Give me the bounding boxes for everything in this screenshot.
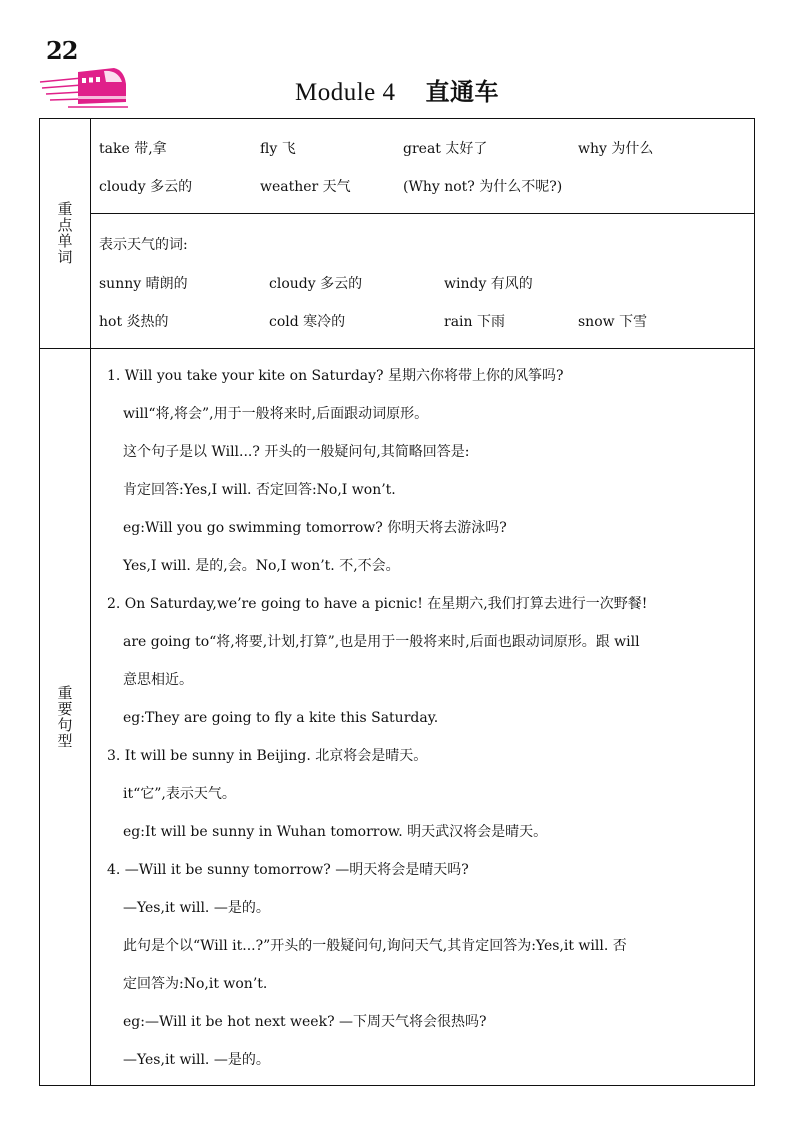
sentences-label-cell bbox=[40, 349, 91, 1086]
sentence-note: Yes,I will. 是的,会。No,I won’t. 不,不会。 bbox=[123, 558, 400, 574]
sentence-note: eg:Will you go swimming tomorrow? 你明天将去游泳吗? bbox=[123, 520, 507, 536]
sentence-note: will“将,将会”,用于一般将来时,后面跟动词原形。 bbox=[123, 406, 429, 422]
title-chinese: 直通车 bbox=[425, 78, 500, 106]
sentence-note: it“它”,表示天气。 bbox=[123, 786, 236, 802]
sentence-numbered: 4. —Will it be sunny tomorrow? —明天将会是晴天吗? bbox=[107, 862, 469, 878]
sentence-note: —Yes,it will. —是的。 bbox=[123, 900, 270, 916]
content-table bbox=[39, 118, 755, 1086]
sentences-list bbox=[91, 349, 754, 1085]
page-number: 22 bbox=[46, 36, 78, 65]
sentence-note: eg:—Will it be hot next week? —下周天气将会很热吗? bbox=[123, 1014, 487, 1030]
sentence-note: 这个句子是以 Will...? 开头的一般疑问句,其简略回答是: bbox=[123, 444, 470, 460]
vocab-word: cloudy 多云的 bbox=[99, 179, 193, 195]
weather-word: snow 下雪 bbox=[578, 314, 648, 330]
sentence-note: eg:They are going to fly a kite this Saturday. bbox=[123, 710, 439, 726]
sentence-numbered: 3. It will be sunny in Beijing. 北京将会是晴天。 bbox=[107, 748, 428, 764]
weather-row bbox=[91, 302, 754, 340]
vocab-row bbox=[91, 129, 754, 167]
sentence-numbered: 2. On Saturday,we’re going to have a picnic! 在星期六,我们打算去进行一次野餐! bbox=[107, 596, 648, 612]
vocab-row bbox=[91, 167, 754, 205]
vocab-word: (Why not? 为什么不呢?) bbox=[403, 179, 563, 195]
weather-word: hot 炎热的 bbox=[99, 314, 169, 330]
sentence-numbered: 1. Will you take your kite on Saturday? 星期六你将带上你的风筝吗? bbox=[107, 368, 564, 384]
vocab-word: weather 天气 bbox=[260, 179, 351, 195]
weather-word: windy 有风的 bbox=[444, 276, 533, 292]
vocab-label-cell bbox=[40, 119, 91, 349]
vocab-word: why 为什么 bbox=[578, 141, 654, 157]
vocab-word: fly 飞 bbox=[260, 141, 296, 157]
sentences-label: 重要句型 bbox=[57, 683, 73, 750]
vocab-words-cell bbox=[91, 119, 755, 214]
sentence-note: are going to“将,将要,计划,打算”,也是用于一般将来时,后面也跟动词原形。跟 will bbox=[123, 634, 640, 650]
page-title bbox=[0, 72, 794, 107]
sentence-note: 肯定回答:Yes,I will. 否定回答:No,I won’t. bbox=[123, 482, 396, 498]
sentences-cell bbox=[91, 349, 755, 1086]
title-module: Module 4 bbox=[294, 79, 396, 106]
sentence-note: 定回答为:No,it won’t. bbox=[123, 976, 268, 992]
vocab-word: take 带,拿 bbox=[99, 141, 167, 157]
weather-word: cold 寒冷的 bbox=[269, 314, 346, 330]
weather-heading: 表示天气的词: bbox=[99, 237, 188, 253]
sentence-note: 意思相近。 bbox=[123, 672, 193, 688]
weather-word: sunny 晴朗的 bbox=[99, 276, 188, 292]
weather-row bbox=[91, 264, 754, 302]
weather-words-cell bbox=[91, 214, 755, 349]
sentence-note: 此句是个以“Will it...?”开头的一般疑问句,询问天气,其肯定回答为:Yes,it will. 否 bbox=[123, 938, 627, 954]
weather-word: cloudy 多云的 bbox=[269, 276, 363, 292]
weather-word: rain 下雨 bbox=[444, 314, 505, 330]
vocab-word: great 太好了 bbox=[403, 141, 488, 157]
vocab-label: 重点单词 bbox=[57, 200, 73, 266]
sentence-note: —Yes,it will. —是的。 bbox=[123, 1052, 270, 1068]
sentence-note: eg:It will be sunny in Wuhan tomorrow. 明天武汉将会是晴天。 bbox=[123, 824, 548, 840]
